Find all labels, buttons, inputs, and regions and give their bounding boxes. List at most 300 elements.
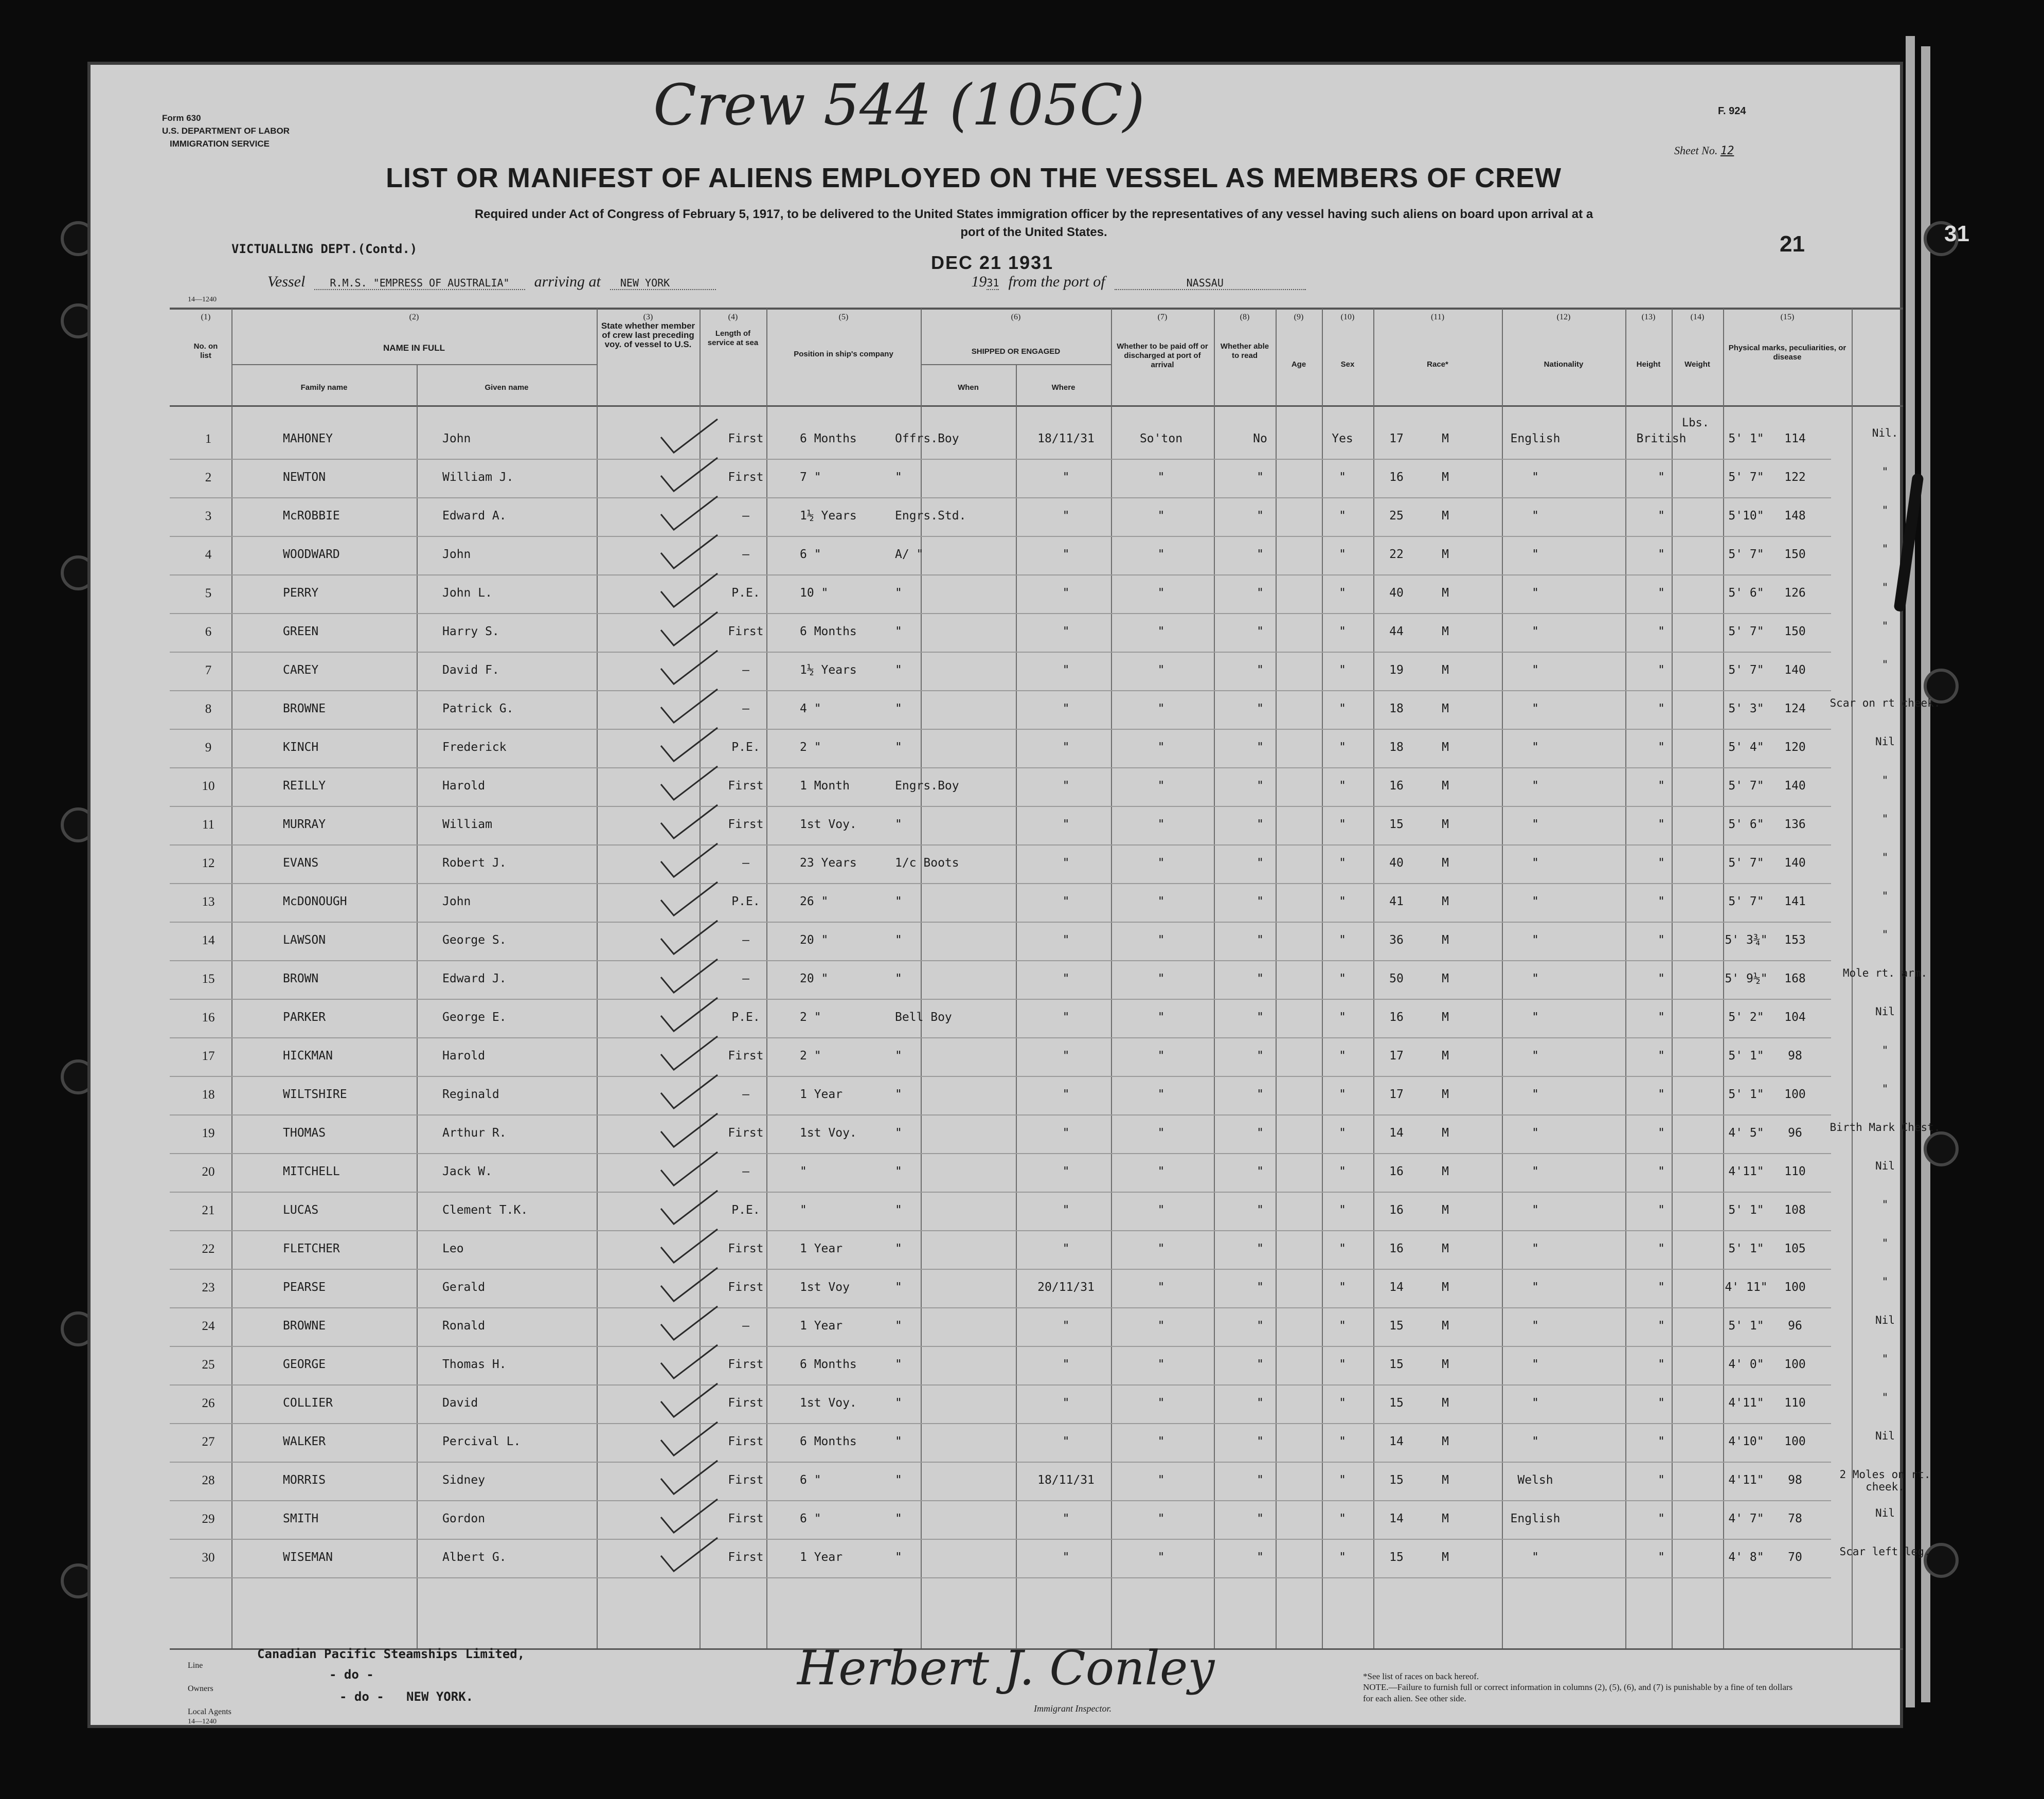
cell-marks: " xyxy=(1881,1353,1889,1365)
cell-where: " xyxy=(1157,548,1165,561)
cell-age: 17 xyxy=(1389,1049,1404,1063)
cell-when: " xyxy=(1062,1203,1070,1217)
cell-position: A/ " xyxy=(895,548,924,561)
check-mark-icon xyxy=(658,764,720,805)
table-row xyxy=(185,1314,1895,1358)
cell-sex: M xyxy=(1442,509,1449,523)
col-12-heading: Nationality xyxy=(1544,360,1584,369)
page-title: LIST OR MANIFEST OF ALIENS EMPLOYED ON THE VESSEL AS MEMBERS OF CREW xyxy=(386,163,1562,193)
cell-when: " xyxy=(1062,702,1070,715)
table-row xyxy=(185,1083,1889,1126)
cell-position: " xyxy=(895,1165,902,1178)
cell-read: " xyxy=(1339,1011,1346,1024)
cell-where: " xyxy=(1157,1281,1165,1294)
cell-where: " xyxy=(1157,1242,1165,1255)
cell-when: " xyxy=(1062,1126,1070,1140)
cell-position: 1/c Boots xyxy=(895,856,959,870)
cell-prev: First xyxy=(728,1473,764,1487)
cell-when: 18/11/31 xyxy=(1037,1473,1095,1487)
cell-no: 5 xyxy=(205,586,212,600)
cell-weight: 98 xyxy=(1788,1049,1802,1063)
cell-given: Gordon xyxy=(442,1512,486,1525)
cell-height: 4' 11" xyxy=(1725,1281,1768,1294)
cell-given: Ronald xyxy=(442,1319,486,1333)
table-row xyxy=(185,1005,1895,1049)
cell-no: 13 xyxy=(202,895,215,909)
cell-paid: " xyxy=(1257,1435,1264,1448)
cell-read: " xyxy=(1339,471,1346,484)
cell-age: 40 xyxy=(1389,856,1404,870)
col-5-heading: Position in ship's company xyxy=(794,350,893,358)
manifest-sheet xyxy=(87,62,1969,1728)
cell-weight: 122 xyxy=(1784,471,1806,484)
cell-read: " xyxy=(1339,1396,1346,1410)
cell-position: " xyxy=(895,1088,902,1101)
cell-nat: " xyxy=(1658,1358,1665,1371)
weight-unit: Lbs. xyxy=(1682,417,1709,429)
cell-read: " xyxy=(1339,1319,1346,1333)
cell-race: " xyxy=(1532,1049,1539,1063)
col-15-heading: Physical marks, peculiarities, or disease xyxy=(1728,344,1846,362)
col-8-number: (8) xyxy=(1240,313,1250,321)
col-2-family-heading: Family name xyxy=(300,383,348,392)
cell-sex: M xyxy=(1442,1088,1449,1101)
cell-marks: " xyxy=(1881,774,1889,786)
cell-nat: " xyxy=(1658,1396,1665,1410)
cell-age: 15 xyxy=(1389,1473,1404,1487)
cell-family: KINCH xyxy=(283,741,319,754)
cell-family: EVANS xyxy=(283,856,319,870)
cell-no: 22 xyxy=(202,1242,215,1256)
col-6-number: (6) xyxy=(1011,313,1021,321)
cell-where: " xyxy=(1157,1435,1165,1448)
cell-marks: " xyxy=(1881,543,1889,555)
cell-given: Albert G. xyxy=(442,1551,507,1564)
cell-race: " xyxy=(1532,779,1539,793)
table-row xyxy=(185,1391,1889,1435)
cell-race: " xyxy=(1532,818,1539,831)
cell-height: 5' 9½" xyxy=(1725,972,1768,985)
cell-position: " xyxy=(895,663,902,677)
cell-height: 5'10" xyxy=(1728,509,1764,523)
year-prefix: 19 xyxy=(971,273,987,290)
cell-given: Harold xyxy=(442,779,486,793)
cell-family: MURRAY xyxy=(283,818,326,831)
cell-sex: M xyxy=(1442,1165,1449,1178)
cell-when: " xyxy=(1062,1165,1070,1178)
cell-weight: 110 xyxy=(1784,1165,1806,1178)
table-row xyxy=(185,697,1941,741)
cell-read: " xyxy=(1339,1281,1346,1294)
cell-race: " xyxy=(1532,702,1539,715)
cell-given: David xyxy=(442,1396,478,1410)
cell-paid: " xyxy=(1257,1049,1264,1063)
cell-read: " xyxy=(1339,1203,1346,1217)
table-row xyxy=(185,504,1889,548)
page-subtitle-1: Required under Act of Congress of February 5, 1917, to be delivered to the United States immigration officer by the representatives of any vessel having such aliens on board upon arrival at a xyxy=(474,207,1593,221)
cell-marks: " xyxy=(1881,851,1889,863)
cell-nat: " xyxy=(1658,856,1665,870)
cell-height: 4' 5" xyxy=(1728,1126,1764,1140)
cell-marks: " xyxy=(1881,465,1889,478)
cell-race: " xyxy=(1532,1435,1539,1448)
margin-number-21: 21 xyxy=(1780,231,1805,257)
cell-where: " xyxy=(1157,1203,1165,1217)
cell-paid: " xyxy=(1257,1358,1264,1371)
table-row xyxy=(185,1044,1889,1088)
cell-marks: " xyxy=(1881,890,1889,902)
cell-weight: 150 xyxy=(1784,625,1806,638)
cell-no: 27 xyxy=(202,1435,215,1449)
cell-marks: Mole rt. arm. xyxy=(1842,967,1928,979)
fine-note: NOTE.—Failure to furnish full or correct information in columns (2), (5), (6), and (7) is punishable by a fine of ten dollars for each alien. See other side. xyxy=(1363,1682,1793,1703)
check-mark-icon xyxy=(658,1458,720,1499)
cell-marks: Nil xyxy=(1875,1005,1895,1018)
col-10-heading: Sex xyxy=(1340,360,1355,369)
table-row xyxy=(185,851,1889,895)
cell-height: 5' 1" xyxy=(1728,432,1764,445)
cell-position: Engrs.Std. xyxy=(895,509,966,523)
cell-weight: 126 xyxy=(1784,586,1806,600)
cell-height: 4' 0" xyxy=(1728,1358,1764,1371)
cell-family: REILLY xyxy=(283,779,326,793)
cell-length: 1 Month xyxy=(800,779,850,793)
service-name: IMMIGRATION SERVICE xyxy=(170,139,270,149)
form-number: Form 630 xyxy=(162,113,201,123)
cell-position: " xyxy=(895,741,902,754)
cell-family: THOMAS xyxy=(283,1126,326,1140)
check-mark-icon xyxy=(658,841,720,882)
cell-race: " xyxy=(1532,1203,1539,1217)
cell-nat: " xyxy=(1658,818,1665,831)
cell-when: " xyxy=(1062,1396,1070,1410)
year-suffix: 31 xyxy=(987,277,999,289)
cell-age: 18 xyxy=(1389,702,1404,715)
table-row xyxy=(185,774,1889,818)
line-value: Canadian Pacific Steamships Limited, xyxy=(257,1647,525,1661)
col-8-heading: Whether able to read xyxy=(1220,342,1269,360)
cell-where: " xyxy=(1157,1126,1165,1140)
cell-nat: " xyxy=(1658,741,1665,754)
cell-where: " xyxy=(1157,1358,1165,1371)
cell-given: David F. xyxy=(442,663,499,677)
cell-paid: " xyxy=(1257,933,1264,947)
cell-family: McDONOUGH xyxy=(283,895,347,908)
cell-no: 25 xyxy=(202,1358,215,1372)
col-14-heading: Weight xyxy=(1684,360,1710,369)
cell-height: 4'11" xyxy=(1728,1165,1764,1178)
cell-given: Reginald xyxy=(442,1088,499,1101)
col-10-number: (10) xyxy=(1340,313,1355,321)
arriving-label: arriving at xyxy=(534,273,601,290)
table-row xyxy=(185,465,1889,509)
cell-position: " xyxy=(895,1512,902,1525)
inspector-title: Immigrant Inspector. xyxy=(1034,1703,1111,1714)
cell-no: 8 xyxy=(205,702,212,716)
cell-age: 15 xyxy=(1389,1551,1404,1564)
check-mark-icon xyxy=(658,494,720,535)
cell-weight: 96 xyxy=(1788,1319,1802,1333)
cell-when: " xyxy=(1062,1512,1070,1525)
cell-height: 5' 7" xyxy=(1728,471,1764,484)
cell-nat: " xyxy=(1658,1203,1665,1217)
cell-family: CAREY xyxy=(283,663,319,677)
line-label: Line xyxy=(188,1661,203,1670)
cell-height: 5' 7" xyxy=(1728,663,1764,677)
cell-family: BROWN xyxy=(283,972,319,985)
cell-marks: Nil xyxy=(1875,1507,1895,1519)
cell-no: 16 xyxy=(202,1011,215,1024)
cell-height: 5' 6" xyxy=(1728,586,1764,600)
page-edge-right xyxy=(1906,36,1915,1707)
col-6-heading: SHIPPED OR ENGAGED xyxy=(971,347,1061,356)
cell-age: 14 xyxy=(1389,1435,1404,1448)
cell-where: " xyxy=(1157,1165,1165,1178)
cell-no: 30 xyxy=(202,1551,215,1564)
cell-position: Bell Boy xyxy=(895,1011,952,1024)
cell-race: " xyxy=(1532,1126,1539,1140)
cell-family: BROWNE xyxy=(283,1319,326,1333)
cell-length: 6 Months xyxy=(800,1358,857,1371)
cell-paid: " xyxy=(1257,1396,1264,1410)
cell-nat: " xyxy=(1658,1319,1665,1333)
cell-family: WISEMAN xyxy=(283,1551,333,1564)
check-mark-icon xyxy=(658,532,720,573)
cell-race: " xyxy=(1532,1396,1539,1410)
cell-prev: — xyxy=(742,548,749,561)
cell-prev: — xyxy=(742,509,749,523)
page-edge-right-2 xyxy=(1921,46,1930,1702)
cell-race: " xyxy=(1532,1551,1539,1564)
cell-when: " xyxy=(1062,548,1070,561)
cell-family: WOODWARD xyxy=(283,548,340,561)
table-row xyxy=(185,890,1889,933)
cell-weight: 70 xyxy=(1788,1551,1802,1564)
cell-no: 24 xyxy=(202,1319,215,1333)
cell-nat: " xyxy=(1658,1126,1665,1140)
cell-weight: 78 xyxy=(1788,1512,1802,1525)
cell-when: " xyxy=(1062,471,1070,484)
cell-read: " xyxy=(1339,933,1346,947)
cell-weight: 114 xyxy=(1784,432,1806,445)
table-row xyxy=(185,1353,1889,1396)
arriving-port: NEW YORK xyxy=(610,277,716,290)
cell-when: " xyxy=(1062,1242,1070,1255)
cell-prev: — xyxy=(742,972,749,985)
cell-weight: 105 xyxy=(1784,1242,1806,1255)
cell-race: " xyxy=(1532,625,1539,638)
cell-prev: P.E. xyxy=(731,741,760,754)
header-bottom-rule xyxy=(170,405,1903,407)
cell-given: George E. xyxy=(442,1011,507,1024)
sheet-label: Sheet No. xyxy=(1674,144,1718,157)
col-1-number: (1) xyxy=(201,313,211,321)
cell-nat: " xyxy=(1658,1512,1665,1525)
cell-given: Gerald xyxy=(442,1281,486,1294)
cell-age: 16 xyxy=(1389,1203,1404,1217)
cell-marks: " xyxy=(1881,1237,1889,1249)
cell-length: 7 " xyxy=(800,471,821,484)
cell-age: 15 xyxy=(1389,818,1404,831)
cell-length: 2 " xyxy=(800,1011,821,1024)
cell-when: " xyxy=(1062,1435,1070,1448)
cell-length: 6 " xyxy=(800,1512,821,1525)
cell-no: 9 xyxy=(205,741,212,754)
cell-prev: P.E. xyxy=(731,586,760,600)
check-mark-icon xyxy=(658,1072,720,1113)
cell-given: Jack W. xyxy=(442,1165,492,1178)
cell-height: 5' 2" xyxy=(1728,1011,1764,1024)
cell-length: " xyxy=(800,1165,807,1178)
check-mark-icon xyxy=(658,1342,720,1383)
cell-sex: M xyxy=(1442,972,1449,985)
table-row xyxy=(185,427,1898,471)
cell-paid: " xyxy=(1257,586,1264,600)
cell-given: Clement T.K. xyxy=(442,1203,528,1217)
cell-prev: — xyxy=(742,933,749,947)
cell-when: " xyxy=(1062,895,1070,908)
cell-prev: First xyxy=(728,818,764,831)
check-mark-icon xyxy=(658,1535,720,1576)
cell-position: " xyxy=(895,1049,902,1063)
cell-nat: " xyxy=(1658,1088,1665,1101)
cell-paid: " xyxy=(1257,1281,1264,1294)
cell-sex: M xyxy=(1442,933,1449,947)
cell-weight: 100 xyxy=(1784,1358,1806,1371)
cell-marks: " xyxy=(1881,1083,1889,1095)
cell-race: " xyxy=(1532,741,1539,754)
cell-sex: M xyxy=(1442,1551,1449,1564)
cell-paid: " xyxy=(1257,471,1264,484)
cell-prev: First xyxy=(728,1435,764,1448)
cell-where: " xyxy=(1157,779,1165,793)
cell-where: " xyxy=(1157,1049,1165,1063)
cell-where: " xyxy=(1157,1396,1165,1410)
cell-family: LUCAS xyxy=(283,1203,319,1217)
cell-marks: Scar on rt cheek. xyxy=(1830,697,1941,709)
cell-length: 20 " xyxy=(800,933,829,947)
margin-number-31: 31 xyxy=(1944,221,1969,246)
cell-no: 1 xyxy=(205,432,212,446)
cell-sex: M xyxy=(1442,586,1449,600)
check-mark-icon xyxy=(658,957,720,998)
cell-height: 5' 1" xyxy=(1728,1319,1764,1333)
cell-position: " xyxy=(895,1281,902,1294)
cell-read: " xyxy=(1339,1551,1346,1564)
cell-nat: " xyxy=(1658,1551,1665,1564)
cell-given: John xyxy=(442,432,471,445)
cell-marks: " xyxy=(1881,1391,1889,1404)
cell-paid: " xyxy=(1257,625,1264,638)
cell-family: PARKER xyxy=(283,1011,326,1024)
cell-race: " xyxy=(1532,1242,1539,1255)
races-note: *See list of races on back hereof. xyxy=(1363,1671,1479,1681)
cell-given: John xyxy=(442,548,471,561)
cell-age: 16 xyxy=(1389,779,1404,793)
cell-length: 1 Year xyxy=(800,1551,843,1564)
cell-height: 4'11" xyxy=(1728,1473,1764,1487)
cell-sex: M xyxy=(1442,1011,1449,1024)
cell-length: 1 Year xyxy=(800,1242,843,1255)
cell-when: " xyxy=(1062,972,1070,985)
cell-sex: M xyxy=(1442,895,1449,908)
cell-position: Engrs.Boy xyxy=(895,779,959,793)
cell-race: English xyxy=(1510,1512,1561,1525)
cell-sex: M xyxy=(1442,856,1449,870)
cell-read: " xyxy=(1339,1165,1346,1178)
check-mark-icon xyxy=(658,879,720,921)
cell-marks: Scar left leg. xyxy=(1839,1545,1931,1558)
cell-sex: M xyxy=(1442,1512,1449,1525)
cell-given: Harry S. xyxy=(442,625,499,638)
cell-age: 16 xyxy=(1389,1242,1404,1255)
col-4-number: (4) xyxy=(728,313,738,321)
cell-given: Edward A. xyxy=(442,509,507,523)
check-mark-icon xyxy=(658,1111,720,1152)
cell-family: McROBBIE xyxy=(283,509,340,523)
cell-length: 10 " xyxy=(800,586,829,600)
cell-position: Offrs.Boy xyxy=(895,432,959,445)
cell-paid: " xyxy=(1257,1126,1264,1140)
col-13-number: (13) xyxy=(1641,313,1656,321)
cell-position: " xyxy=(895,702,902,715)
cell-where: " xyxy=(1157,509,1165,523)
cell-nat: " xyxy=(1658,471,1665,484)
cell-race: " xyxy=(1532,663,1539,677)
check-mark-icon xyxy=(658,995,720,1036)
cell-marks: " xyxy=(1881,1044,1889,1056)
cell-paid: " xyxy=(1257,663,1264,677)
cell-length: " xyxy=(800,1203,807,1217)
table-row xyxy=(185,1160,1895,1203)
cell-read: " xyxy=(1339,663,1346,677)
cell-height: 5' 3¾" xyxy=(1725,933,1768,947)
cell-when: " xyxy=(1062,1551,1070,1564)
cell-where: " xyxy=(1157,1011,1165,1024)
cell-prev: First xyxy=(728,1396,764,1410)
cell-age: 17 xyxy=(1389,432,1404,445)
cell-prev: — xyxy=(742,1088,749,1101)
cell-race: " xyxy=(1532,1358,1539,1371)
cell-length: 2 " xyxy=(800,741,821,754)
cell-read: " xyxy=(1339,548,1346,561)
col-12-number: (12) xyxy=(1556,313,1571,321)
cell-paid: " xyxy=(1257,1203,1264,1217)
cell-nat: " xyxy=(1658,586,1665,600)
col-4-heading: Length of service at sea xyxy=(707,329,759,347)
cell-prev: — xyxy=(742,702,749,715)
vessel-line xyxy=(267,273,1810,291)
cell-when: " xyxy=(1062,818,1070,831)
cell-age: 18 xyxy=(1389,741,1404,754)
check-mark-icon xyxy=(658,918,720,959)
cell-prev: P.E. xyxy=(731,1203,760,1217)
cell-weight: 120 xyxy=(1784,741,1806,754)
cell-nat: " xyxy=(1658,779,1665,793)
cell-marks: " xyxy=(1881,620,1889,632)
table-row xyxy=(185,813,1889,856)
cell-no: 2 xyxy=(205,471,212,484)
cell-position: " xyxy=(895,586,902,600)
cell-given: Robert J. xyxy=(442,856,507,870)
cell-given: Arthur R. xyxy=(442,1126,507,1140)
cell-length: 6 Months xyxy=(800,1435,857,1448)
sheet-number: 12 xyxy=(1720,145,1734,157)
cell-height: 5' 4" xyxy=(1728,741,1764,754)
cell-given: William J. xyxy=(442,471,514,484)
cell-sex: M xyxy=(1442,1281,1449,1294)
cell-weight: 98 xyxy=(1788,1473,1802,1487)
